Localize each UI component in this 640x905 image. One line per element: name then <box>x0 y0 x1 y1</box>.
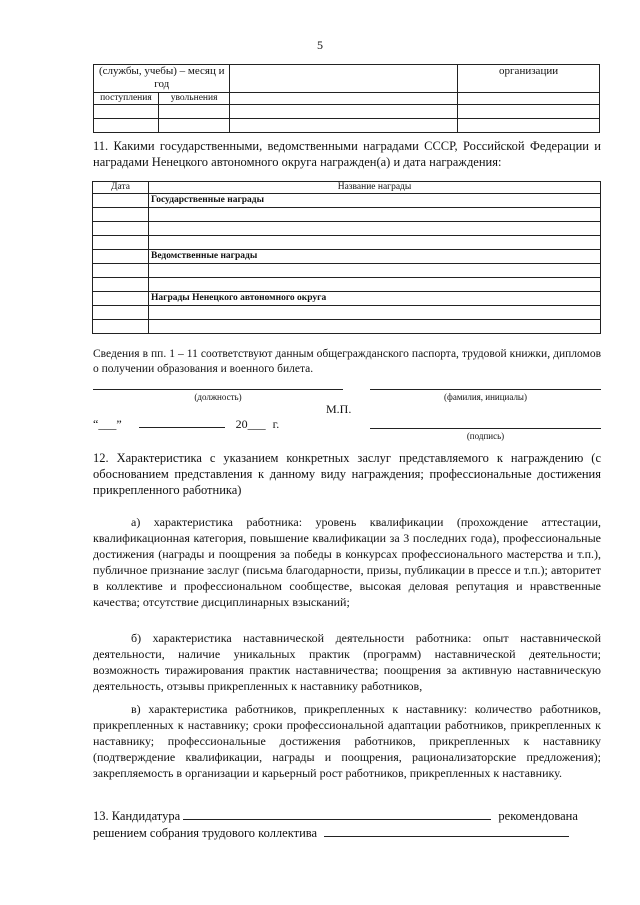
awards-header-name: Название награды <box>149 182 601 194</box>
work-history-table <box>93 64 600 133</box>
statement-text: Сведения в пп. 1 – 11 соответствуют данным общегражданского паспорта, трудовой книжки, дипломов о получении образования и военного билета. <box>93 348 601 375</box>
table-header-empty <box>230 65 458 93</box>
signature-line <box>370 428 601 429</box>
table-row <box>93 306 601 320</box>
table-row <box>93 236 601 250</box>
question-13-line2: решением собрания трудового коллектива <box>93 825 601 841</box>
question-12: 12. Характеристика с указанием конкретных заслуг представляемого к награждению (с обоснованием представления к данному виду награждения; профессиональные достижения прикрепленного работника) <box>93 451 601 497</box>
table-row <box>93 208 601 222</box>
position-line <box>93 389 343 390</box>
table-row <box>93 264 601 278</box>
paragraph-c: в) характеристика работников, прикрепленных к наставнику: количество работников, прикрепленных к наставнику; сроки профессиональной адаптации работников, прикрепленных к наставнику; профессиональные достижения работников, прикрепленных к наставнику (подтверждение квалификации, награды и поощрения, рационализаторские предложения); закрепляемость в организации и карьерный рост работников, прикрепленных к наставнику. <box>93 702 601 780</box>
table-header-period: (службы, учебы) – месяц и год <box>94 65 230 93</box>
table-row <box>93 222 601 236</box>
table-row <box>94 105 600 119</box>
name-caption: (фамилия, инициалы) <box>444 392 527 402</box>
awards-table <box>92 181 601 334</box>
paragraph-a: а) характеристика работника: уровень квалификации (прохождение аттестации, квалификационная категория, повышение квалификации за 3 последних года), профессиональные достижения (награды и поощрения за победы в конкурсах профессионального мастерства и т.п.), публичное признание заслуг (письма благодарности, призы, публикации в прессе и т.п.); авторитет в коллективе и профессиональном сообществе, высокая деловая репутация и нравственные качества; отсутствие дисциплинарных взысканий; <box>93 515 601 609</box>
stamp-placeholder: М.П. <box>326 402 352 416</box>
awards-section-state: Государственные награды <box>149 194 601 208</box>
question-13-line1: 13. Кандидатура рекомендована <box>93 809 578 823</box>
page-number: 5 <box>317 38 323 52</box>
table-row <box>94 119 600 133</box>
position-caption: (должность) <box>194 392 242 402</box>
table-row <box>93 278 601 292</box>
table-subheader-exit: увольнения <box>158 93 230 105</box>
awards-section-dept: Ведомственные награды <box>149 250 601 264</box>
table-subheader-entry: поступления <box>94 93 159 105</box>
awards-header-date: Дата <box>93 182 149 194</box>
awards-section-nao: Награды Ненецкого автономного округа <box>149 292 601 306</box>
paragraph-b: б) характеристика наставнической деятельности работника: опыт наставнической деятельности, наличие уникальных практик (программ) наставнической деятельности; возможность тиражирования практик наставничества; поощрения за активную наставническую деятельность, отзывы прикрепленных к наставнику работников, <box>93 631 601 693</box>
table-row <box>93 320 601 334</box>
signature-caption: (подпись) <box>466 431 505 441</box>
name-line <box>370 389 601 390</box>
table-header-organization: организации <box>458 65 600 93</box>
date-line: “___” 20___ г. <box>93 417 280 431</box>
question-11: 11. Какими государственными, ведомственными наградами СССР, Российской Федерации и наградами Ненецкого автономного округа награжден(а) и дата награждения: <box>93 139 601 169</box>
candidate-blank[interactable] <box>183 808 491 820</box>
collective-blank[interactable] <box>324 825 569 837</box>
